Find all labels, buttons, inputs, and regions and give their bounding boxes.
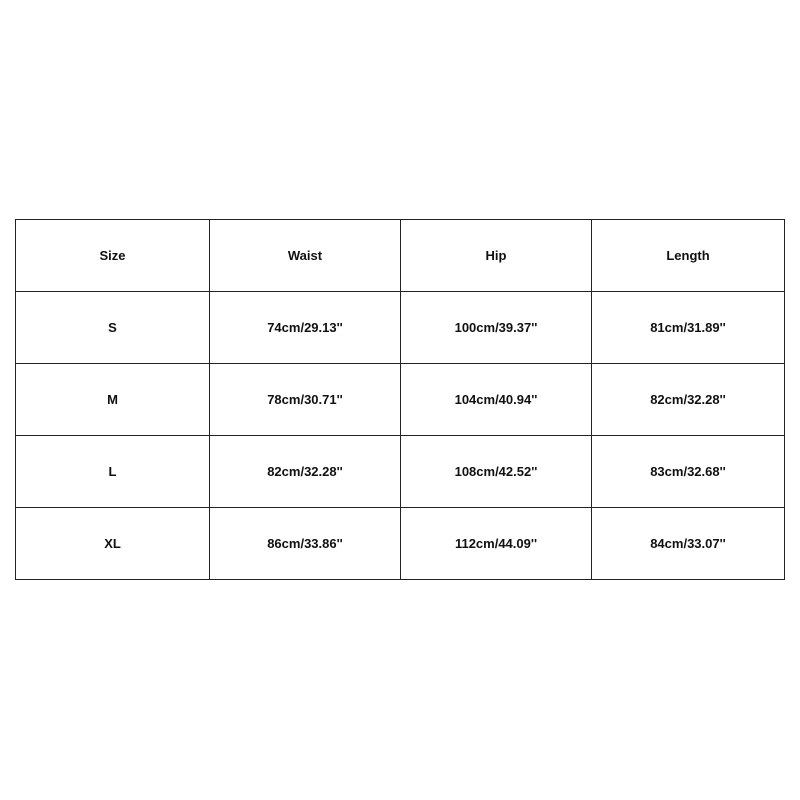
cell-hip: 100cm/39.37'' <box>401 292 592 364</box>
cell-length: 81cm/31.89'' <box>592 292 785 364</box>
header-hip: Hip <box>401 220 592 292</box>
cell-length: 84cm/33.07'' <box>592 508 785 580</box>
table-row <box>16 364 785 436</box>
table-row <box>16 292 785 364</box>
table-row <box>16 508 785 580</box>
cell-hip: 108cm/42.52'' <box>401 436 592 508</box>
header-size: Size <box>16 220 210 292</box>
table-header-row <box>16 220 785 292</box>
cell-waist: 86cm/33.86'' <box>210 508 401 580</box>
cell-waist: 82cm/32.28'' <box>210 436 401 508</box>
cell-size: L <box>16 436 210 508</box>
cell-waist: 78cm/30.71'' <box>210 364 401 436</box>
cell-hip: 112cm/44.09'' <box>401 508 592 580</box>
header-waist: Waist <box>210 220 401 292</box>
cell-hip: 104cm/40.94'' <box>401 364 592 436</box>
cell-waist: 74cm/29.13'' <box>210 292 401 364</box>
size-chart-table <box>15 219 785 580</box>
cell-length: 83cm/32.68'' <box>592 436 785 508</box>
cell-size: XL <box>16 508 210 580</box>
cell-size: M <box>16 364 210 436</box>
cell-length: 82cm/32.28'' <box>592 364 785 436</box>
table-row <box>16 436 785 508</box>
header-length: Length <box>592 220 785 292</box>
cell-size: S <box>16 292 210 364</box>
